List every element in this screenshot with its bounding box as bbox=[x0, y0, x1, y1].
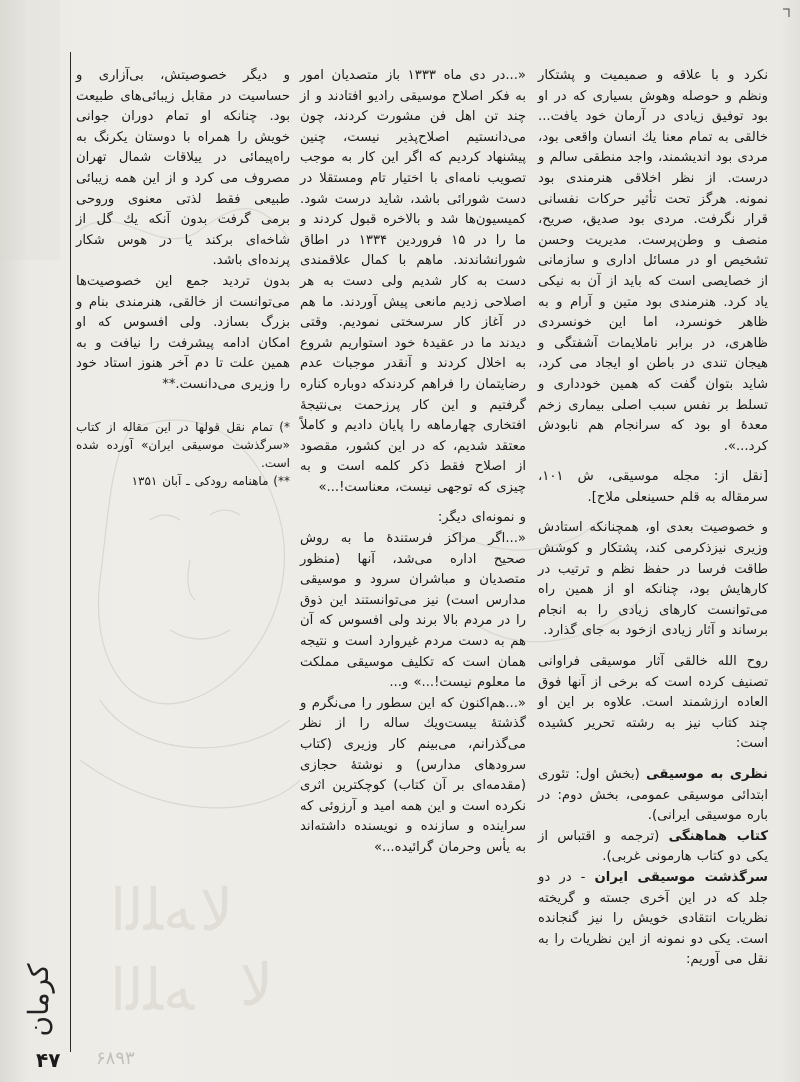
logo-text: کرمان bbox=[22, 963, 55, 1037]
quote-school-songs: «...هم‌اکنون که این سطور را می‌نگرم و گذشتهٔ بیست‌ویك ساله را از نظر می‌گذرانم، می‌بینم کار وزیری (کتاب سرودهای مدارس) و نوشتهٔ حجازی (مقدمه‌ای بر آن کتاب) کوچکترین اثری نکرده است و این همه امید و آرزوئی که سراینده و سازنده و نویسنده داشته‌اند به یأس وحرمان گرائیده...» bbox=[300, 695, 526, 855]
paragraph-works-intro: روح الله خالقی آثار موسیقی فراوانی تصنیف کرده است که برخی از آنها فوق العاده ارزشمند است. علاوه بر این او چند کتاب نیز به رشته تحریر کشیده است: bbox=[538, 654, 768, 752]
svg-text:ﻻ: ﻻ bbox=[200, 876, 234, 944]
column-divider bbox=[70, 52, 71, 1052]
svg-text:ﻻ: ﻻ bbox=[240, 951, 274, 1019]
book-item bbox=[538, 765, 768, 827]
kerman-logo bbox=[18, 960, 62, 1040]
column-left bbox=[76, 66, 290, 490]
book-item bbox=[538, 868, 768, 971]
column-right bbox=[538, 66, 768, 971]
svg-text:ﻪﻠﻟا: ﻪﻠﻟا bbox=[110, 956, 195, 1024]
book-title: نظری به موسیقی bbox=[646, 767, 768, 782]
book-description: - در دو جلد که در این آخری جسته و گریخته نظریات انتقادی خویش را نیز گنجانده است. یکی دو نمونه از این نظریات را به نقل می آوریم: bbox=[538, 869, 768, 968]
paragraph-discipline: و خصوصیت بعدی او، همچنانکه استادش وزیری نیزذکرمی کند، پشتکار و کوشش طاقت فرسا در حفظ نظم و ترتیب در کارهایش بود، چنانکه او از همین راه می‌توانست کارهای زیادی را به انجام برساند و آثار زیادی ازخود به جای گذارد. bbox=[538, 520, 768, 639]
book-description: (بخش اول: تئوری ابتدائی موسیقی عمومی، بخش دوم: در باره موسیقی ایرانی). bbox=[538, 767, 768, 824]
footnote-source: *) تمام نقل قولها در این مقاله از کتاب «سرگذشت موسیقی ایران» آورده شده است. bbox=[76, 419, 290, 470]
page-number: ۴۷ bbox=[36, 1048, 61, 1072]
paragraph-khaleghi-character: نکرد و با علاقه و صمیمیت و پشتکار ونظم و حوصله وهوش بسیاری که در او بود توفیق زیادی در آرمان خود یافت... خالقی به تمام معنا یك انسان واقعی بود، مردی بود اندیشمند، واجد منطقی سالم و درست. از نظر اخلاقی هنرمندی بود نمونه. هرگز تحت تأثیر حرکات نفسانی قرار نگرفت. مردی بود صدیق، صریح، منصف و وطن‌پرست. مدیریت وحسن تشخیص او در مسائل اداری و سازمانی از خصایصی است که باید از آن به نیکی یاد کرد. هنرمندی بود متین و آرام و به ظاهر خونسرد، اما این خونسردی ظاهری، در برابر ناملایمات آشفتگی و هیجان تندی در باطن او ایجاد می کرد، شاید بتوان گفت که همین خودداری و تسلط بر نفس سبب اصلی بیماری زخم معدهٔ او بود که سرانجام هم نابودش کرد...». bbox=[538, 68, 768, 454]
book-title: سرگذشت موسیقی ایران bbox=[594, 869, 768, 885]
quote-intro: و نمونه‌ای دیگر: bbox=[437, 510, 526, 526]
book-item bbox=[538, 827, 768, 868]
column-middle bbox=[300, 66, 526, 859]
book-description: (ترجمه و اقتباس از یکی دو کتاب هارمونی غربی). bbox=[538, 828, 768, 865]
svg-text:ﻪﻠﻟا: ﻪﻠﻟا bbox=[110, 876, 195, 944]
paragraph-source-citation: [نقل از: مجله موسیقی، ش ۱۰۱، سرمقاله به قلم حسینعلی ملاح]. bbox=[538, 469, 768, 505]
book-title: کتاب هماهنگی bbox=[668, 828, 768, 844]
paragraph-nature: و دیگر خصوصیتش، بی‌آزاری و حساسیت در مقابل زیبائی‌های طبیعت بود. چنانکه او تمام دوران جوانی خویش را همراه با دوستان یکرنگ به راه‌پیمائی در ییلاقات شمال تهران مصروف می کرد و از این همه زیبائی طبیعی فقط لذتی معنوی وروحی برمی گرفت بدون آنکه یك گل از شاخه‌ای برکند یا در هوس شکار پرنده‌ای باشد. bbox=[76, 68, 290, 269]
quote-broadcast-centers: «...اگر مراکز فرستندهٔ ما به روش صحیح اداره می‌شد، آنها (منظور متصدیان و مباشران سرود و موسیقی مدارس است) نیز می‌توانستند این ذوق را در مردم بالا برند ولی افسوس که آن هم به دست مردم غیروارد است و نتیجه همان است که تکلیف موسیقی مملکت ما معلوم نیست!...» و... bbox=[300, 531, 526, 691]
paragraph-conclusion: بدون تردید جمع این خصوصیت‌ها می‌توانست از خالقی، هنرمندی بنام و بزرگ بسازد. ولی افسوس که او امکان ادامه پیشرفت را نیافت و به همین علت تا دم آخر هنوز استاد خود را وزیری می‌دانست.** bbox=[76, 273, 290, 392]
footnote-rudaki: **) ماهنامه رودکی ـ آبان ۱۳۵۱ bbox=[131, 473, 290, 488]
corner-mark bbox=[782, 8, 790, 18]
quote-radio-reform: «...در دی ماه ۱۳۳۳ باز متصدیان امور به فکر اصلاح موسیقی رادیو افتادند و از چند تن اهل فن مشورت کردند، چون می‌دانستیم اصلاح‌پذیر نیست، چنین پیشنهاد کردیم که اگر این کار به موجب تصویب نامه‌ای با اختیار تام ومستقلا در دست شورائی باشد، شاید درست شود. کمیسیون‌ها شد و بالاخره قبول کردند و ما را در ۱۵ فروردین ۱۳۳۴ در اطاق شورانشاندند. ماهم با کمال علاقمندی دست به کار شدیم ولی دست به هر اصلاحی زدیم مانعی پیش آوردند. ما هم در آغاز کار سرسختی نمودیم. وقتی دیدند ما در عقیدهٔ خود استواریم شروع به اخلال کردند و آنقدر موجبات عدم رضایتمان را فراهم کردندکه دوباره کناره گرفتیم و این کار پرزحمت بی‌نتیجهٔ افتخاری چهارماهه را پایان دادیم و کاملاً معتقد شدیم، که در این کشور، مقصود از اصلاح فقط ذکر کلمه است و به چیزی که توجهی نیست، معناست!...» bbox=[300, 68, 526, 495]
page-stamp: ۶۸۹۳ bbox=[96, 1048, 135, 1069]
